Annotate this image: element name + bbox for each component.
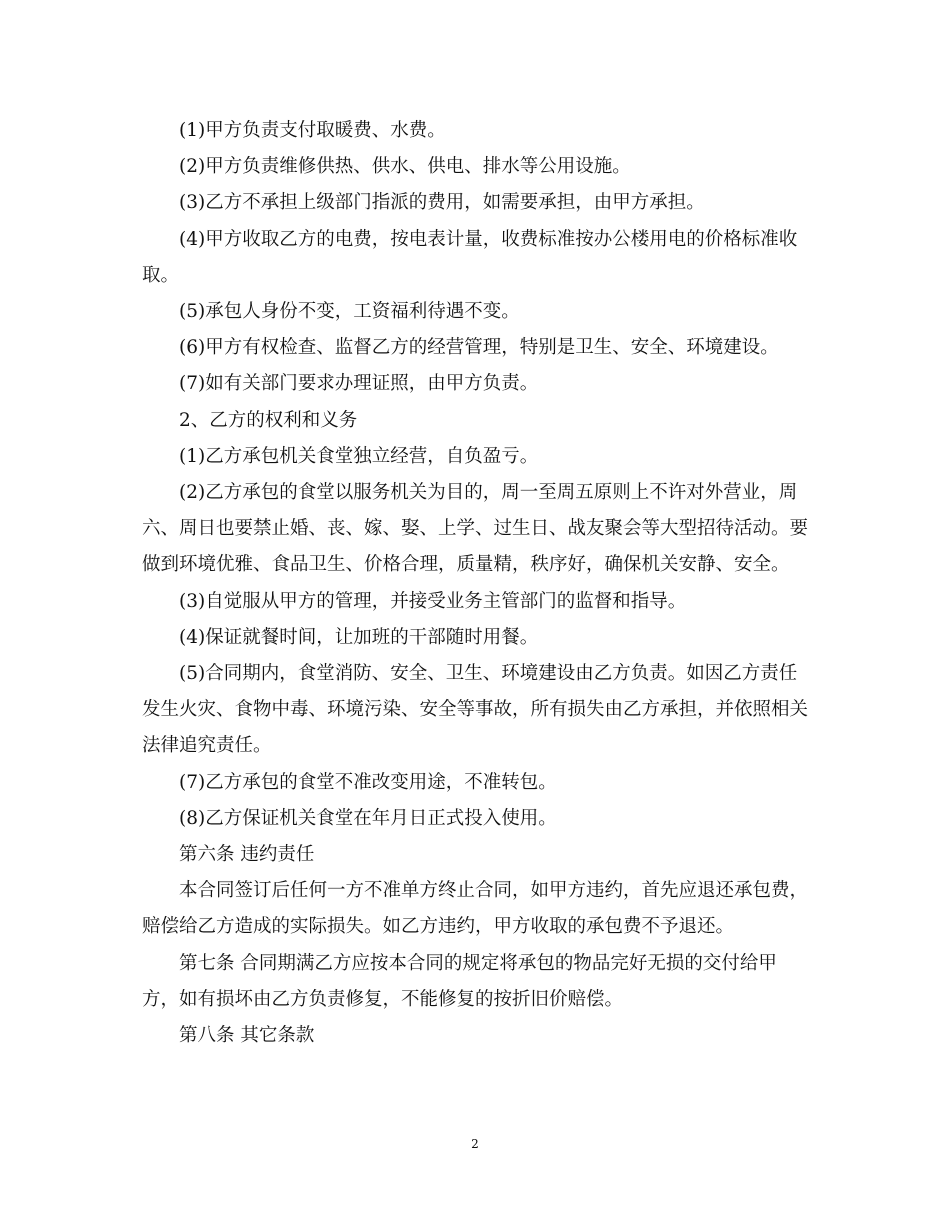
paragraph: 本合同签订后任何一方不准单方终止合同，如甲方违约，首先应退还承包费，赔偿给乙方造成的实际损失。如乙方违约，甲方收取的承包费不予退还。 xyxy=(142,880,809,938)
paragraph: (1)甲方负责支付取暖费、水费。 xyxy=(179,120,446,141)
paragraph: (5)承包人身份不变，工资福利待遇不变。 xyxy=(179,301,520,323)
document-body xyxy=(142,113,810,1054)
page-number: 2 xyxy=(471,1137,479,1151)
paragraph: (2)乙方承包的食堂以服务机关为目的，周一至周五原则上不许对外营业，周六、周日也要禁止婚、丧、嫁、娶、上学、过生日、战友聚会等大型招待活动。要做到环境优雅、食品卫生、价格合理，质量精，秩序好，确保机关安静、安全。 xyxy=(142,482,809,576)
section-heading: 2、乙方的权利和义务 xyxy=(179,409,358,431)
paragraph: (3)自觉服从甲方的管理，并接受业务主管部门的监督和指导。 xyxy=(179,590,687,612)
paragraph: (6)甲方有权检查、监督乙方的经营管理，特别是卫生、安全、环境建设。 xyxy=(179,337,779,359)
paragraph: (5)合同期内，食堂消防、安全、卫生、环境建设由乙方负责。如因乙方责任发生火灾、食物中毒、环境污染、安全等事故，所有损失由乙方承担，并依照相关法律追究责任。 xyxy=(142,663,809,757)
paragraph: (4)保证就餐时间，让加班的干部随时用餐。 xyxy=(179,626,539,648)
article-paragraph: 第七条 合同期满乙方应按本合同的规定将承包的物品完好无损的交付给甲方，如有损坏由乙方负责修复，不能修复的按折旧价赔偿。 xyxy=(142,952,777,1010)
paragraph: (7)如有关部门要求办理证照，由甲方负责。 xyxy=(179,373,539,395)
article-heading: 第六条 违约责任 xyxy=(179,844,315,866)
paragraph: (2)甲方负责维修供热、供水、供电、排水等公用设施。 xyxy=(179,156,631,178)
paragraph: (7)乙方承包的食堂不准改变用途，不准转包。 xyxy=(179,771,557,793)
paragraph: (8)乙方保证机关食堂在年月日正式投入使用。 xyxy=(179,807,557,829)
paragraph: (4)甲方收取乙方的电费，按电表计量，收费标准按办公楼用电的价格标准收取。 xyxy=(142,228,798,286)
article-heading: 第八条 其它条款 xyxy=(179,1025,315,1047)
paragraph: (3)乙方不承担上级部门指派的费用，如需要承担，由甲方承担。 xyxy=(179,192,705,214)
paragraph: (1)乙方承包机关食堂独立经营，自负盈亏。 xyxy=(179,445,539,467)
